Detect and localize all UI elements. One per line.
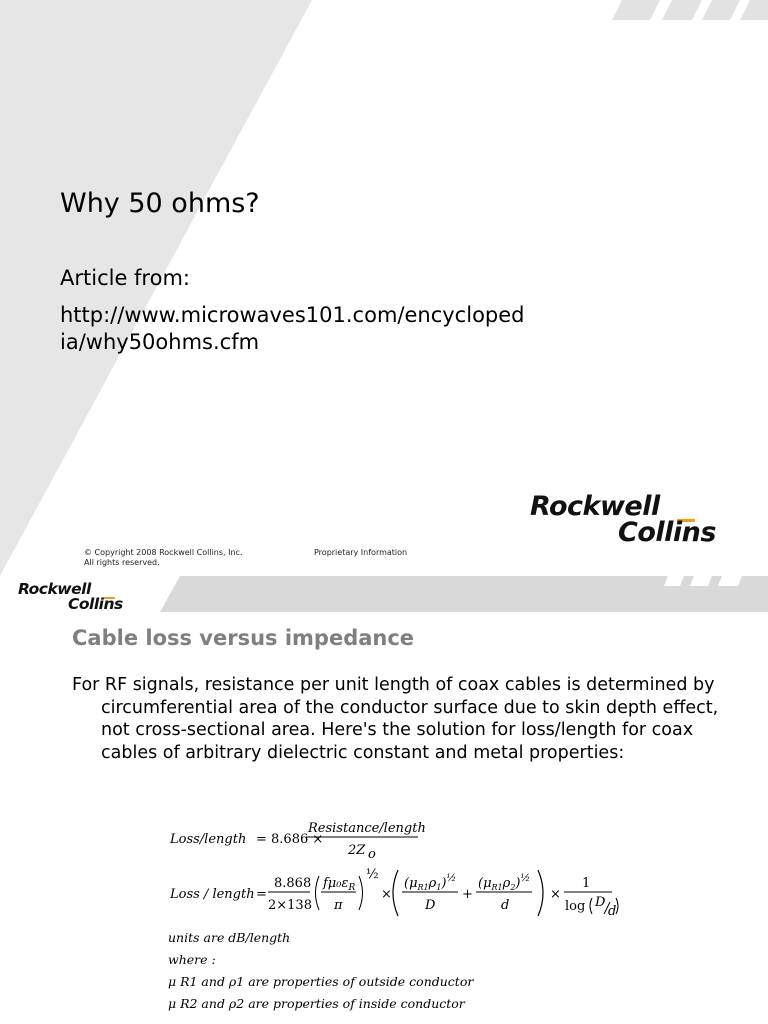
eq2-term-outer: $(\mu_{R1}\rho_1)^{\frac{1}{2}}$ xyxy=(404,873,457,892)
formula-units-note: units are dB/length xyxy=(168,930,291,945)
article-url-line-2[interactable]: ia/why50ohms.cfm xyxy=(60,330,260,354)
formula-inner-conductor-note: μ R2 and ρ2 are properties of inside conductor xyxy=(168,996,465,1011)
slide-body-text: For RF signals, resistance per unit length of coax cables is determined by circumferential area of the conductor surface due to skin depth effect, not cross-sectional area. Here's the solution for loss/length for coax cables of arbitrary dielectric constant and metal properties: xyxy=(72,675,719,763)
eq2-one: 1 xyxy=(582,876,591,891)
eq2-lhs: Loss / length xyxy=(170,887,255,902)
slide-title: Cable loss versus impedance xyxy=(72,626,415,650)
article-url-line-1[interactable]: http://www.microwaves101.com/encycloped xyxy=(60,303,525,327)
copyright-line-2: All rights reserved. xyxy=(84,558,160,567)
formula-equations xyxy=(168,818,628,943)
eq1-denominator-sub: o xyxy=(368,847,376,862)
eq2-plus: + xyxy=(462,887,473,902)
eq1-numerator: Resistance/length xyxy=(308,821,426,836)
eq2-numerator: 8.868 xyxy=(274,876,312,891)
eq2-log-D: D xyxy=(595,895,606,910)
eq2-log: log xyxy=(565,899,586,914)
eq2-left-paren-1 xyxy=(316,876,320,910)
eq2-times-2: × xyxy=(550,887,561,902)
eq2-equals: = xyxy=(256,887,267,902)
logo-word-rockwell: Rockwell xyxy=(530,491,660,522)
eq2-D: D xyxy=(425,898,436,913)
header-rockwell-collins-logo xyxy=(18,582,148,612)
logo-word-collins: Collins xyxy=(618,517,716,548)
eq1-denominator: 2Z xyxy=(348,843,366,858)
copyright-notice xyxy=(84,548,243,568)
eq2-d: d xyxy=(501,898,510,913)
eq1-constant: = 8.686 × xyxy=(256,832,324,847)
formula-outer-conductor-note: μ R1 and ρ1 are properties of outside conductor xyxy=(168,974,474,989)
eq2-pi: π xyxy=(334,898,343,913)
proprietary-label: Proprietary Information xyxy=(314,548,408,557)
content-slide xyxy=(0,576,768,1024)
header-logo-word-collins: Collins xyxy=(68,595,123,613)
copyright-line-1: © Copyright 2008 Rockwell Collins, Inc. xyxy=(84,548,243,557)
eq2-left-big-paren xyxy=(393,870,398,916)
corner-stripes-graphic xyxy=(598,0,768,20)
cable-loss-formula xyxy=(168,818,628,1018)
header-logo-word-rockwell: Rockwell xyxy=(18,580,91,598)
eq2-right-paren-1 xyxy=(359,876,363,910)
rockwell-collins-logo xyxy=(530,493,740,549)
eq2-times-1: × xyxy=(381,887,392,902)
eq2-exponent-half-1: ½ xyxy=(366,867,379,882)
eq2-log-d: d xyxy=(608,904,617,919)
eq2-log-left-paren xyxy=(590,898,592,914)
eq2-term-inner: $(\mu_{R1}\rho_2)^{\frac{1}{2}}$ xyxy=(478,873,531,892)
eq2-f-mu-eps: $f\mu_0\varepsilon_R$ xyxy=(323,876,356,893)
eq1-lhs: Loss/length xyxy=(170,832,247,847)
article-from-label: Article from: xyxy=(60,266,190,290)
eq2-right-big-paren xyxy=(538,870,543,916)
eq2-denominator: 2×138 xyxy=(268,898,312,913)
slide-title: Why 50 ohms? xyxy=(60,188,260,219)
formula-where-label: where : xyxy=(168,952,216,967)
